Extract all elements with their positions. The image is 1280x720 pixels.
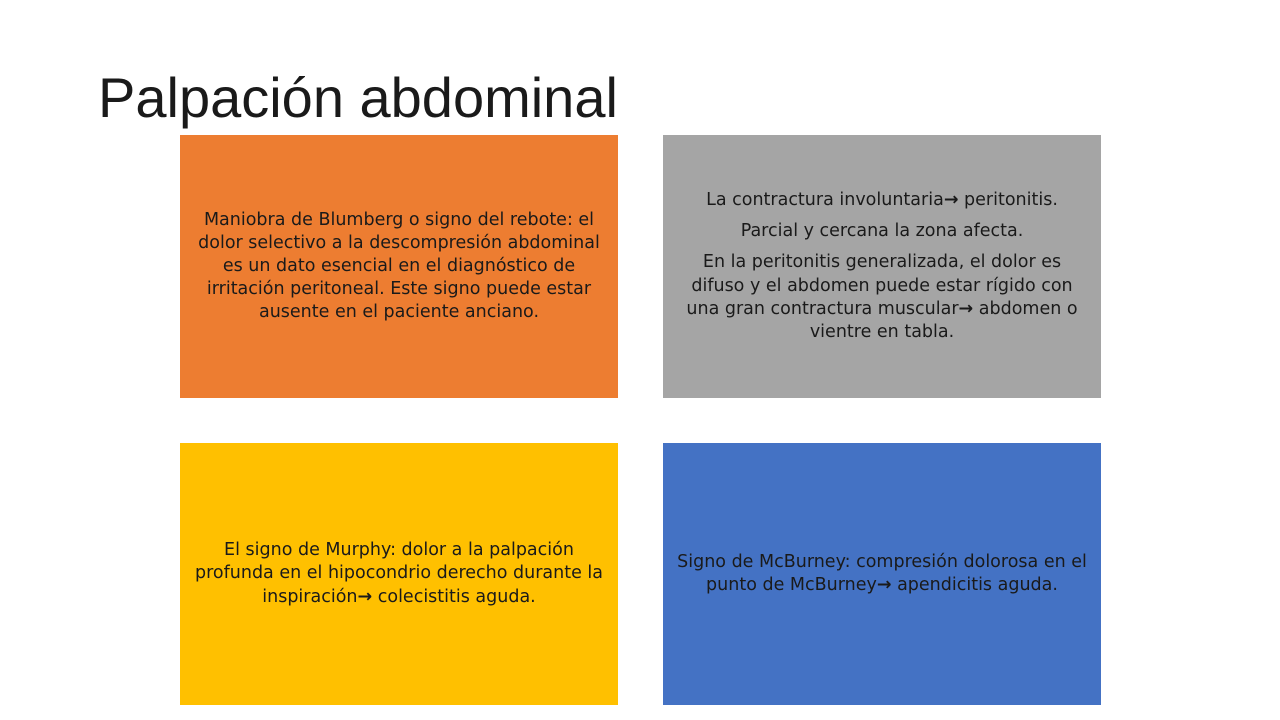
arrow-icon: →: [876, 575, 892, 595]
slide-title: Palpación abdominal: [98, 66, 618, 129]
murphy-box: [180, 443, 618, 705]
contractura-line-1-text: La contractura involuntaria: [706, 190, 944, 211]
blumberg-text: Maniobra de Blumberg o signo del rebote: el dolor selectivo a la descompresión abdominal es un dato esencial en el diagnóstico de irritación peritoneal. Este signo puede estar ausente en el paciente anciano.: [198, 209, 600, 323]
arrow-icon: →: [958, 298, 974, 319]
murphy-text: [194, 539, 604, 608]
blumberg-box: [180, 135, 618, 398]
murphy-text-result: colecistitis aguda.: [372, 586, 536, 607]
contractura-line-3-text: En la peritonitis generalizada, el dolor es difuso y el abdomen puede estar rígido con una gran contractura muscular: [686, 252, 1073, 319]
contractura-line-1-result: peritonitis.: [958, 190, 1058, 211]
contractura-line-3-result: abdomen o vientre en tabla.: [809, 298, 1078, 342]
murphy-text-main: El signo de Murphy: dolor a la palpación profunda en el hipocondrio derecho durante la inspiración: [194, 540, 604, 607]
arrow-icon: →: [357, 586, 373, 607]
mcburney-text: [677, 551, 1087, 597]
contractura-line-3: [677, 251, 1087, 343]
contractura-line-1: [706, 189, 1058, 212]
contractura-line-2: Parcial y cercana la zona afecta.: [740, 221, 1024, 242]
mcburney-text-main: Signo de McBurney: compresión dolorosa en el punto de McBurney: [677, 551, 1087, 595]
arrow-icon: →: [943, 190, 959, 211]
contractura-box: [663, 135, 1101, 398]
mcburney-box: [663, 443, 1101, 705]
mcburney-text-result: apendicitis aguda.: [891, 575, 1058, 595]
